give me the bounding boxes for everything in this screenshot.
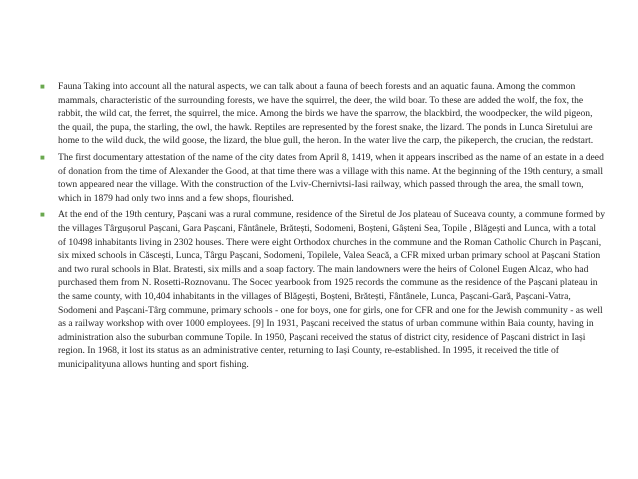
bullet-list [38,80,606,374]
square-bullet-icon: ■ [40,152,45,162]
square-bullet-icon: ■ [40,210,45,220]
bullet-item-history [38,208,606,371]
bullet-text: The first documentary attestation of the name of the city dates from April 8, 1419, when it appears inscribed as the name of an estate in a deed of donation from the time of Alexander the Good, at that time there was a village with this name. At the beginning of the 19th century, a small town appeared near the village. With the construction of the Lviv-Chernivtsi-Iasi railway, which passed through the area, the small town, which in 1879 had only two inns and a few shops, flourished. [58,151,604,204]
bullet-item-fauna [38,80,606,148]
square-bullet-icon: ■ [40,82,45,91]
bullet-text: Fauna Taking into account all the natural aspects, we can talk about a fauna of beech forests and an aquatic fauna. Among the common mammals, characteristic of the surrounding forests, we have the squirrel, the deer, the wild boar. To these are added the wolf, the fox, the rabbit, the wild cat, the ferret, the squirrel, the mice. Among the birds we have the sparrow, the blackbird, the woodpecker, the wild pigeon, the quail, the pupa, the starling, the owl, the hawk. Reptiles are represented by the forest snake, the lizard. The ponds in Lunca Siretului are home to the wild duck, the wild goose, the lizard, the blue gull, the heron. In the water live the carp, the pikeperch, the crucian, the redstart. [58,81,594,147]
bullet-item-attestation [38,151,606,205]
bullet-text: At the end of the 19th century, Pașcani was a rural commune, residence of the Siretul de Jos plateau of Suceava county, a commune formed by the villages Târgușorul Pașcani, Gara Pașcani, Fântânele, Brătești, Sodomeni, Boșteni, Gâșteni Sea, Topile , Blăgești and Lunca, with a total of 10498 inhabitants living in 2302 houses. There were eight Orthodox churches in the commune and the Roman Catholic Church in Pașcani, six mixed schools in Căscești, Lunca, Târgu Pașcani, Sodomeni, Topilele, Valea Seacă, a CFR mixed urban primary school at Pașcani Station and two rural schools in Blat. Bratesti, six mills and a soap factory. The main landowners were the heirs of Colonel Eugen Alcaz, who had purchased them from N. Rosetti-Roznovanu. The Socec yearbook from 1925 records the commune as the residence of the Pașcani plateau in the same county, with 10,404 inhabitants in the villages of Blăgești, Boșteni, Brătești, Fântânele, Lunca, Pașcani-Gară, Pașcani-Vatra, Sodomeni and Pașcani-Târg commune, primary schools - one for boys, one for girls, one for CFR and one for the Jewish community - as well as a railway workshop with over 1000 employees. [9] In 1931, Pașcani received the status of urban commune within Baia county, having in administration also the suburban commune Topile. In 1950, Pașcani received the status of district city, residence of Pașcani district in Iași region. In 1968, it lost its status as an administrative center, returning to Iași County, re-established. In 1995, it received the title of municipalityuna allows hunting and sport fishing. [58,209,606,370]
